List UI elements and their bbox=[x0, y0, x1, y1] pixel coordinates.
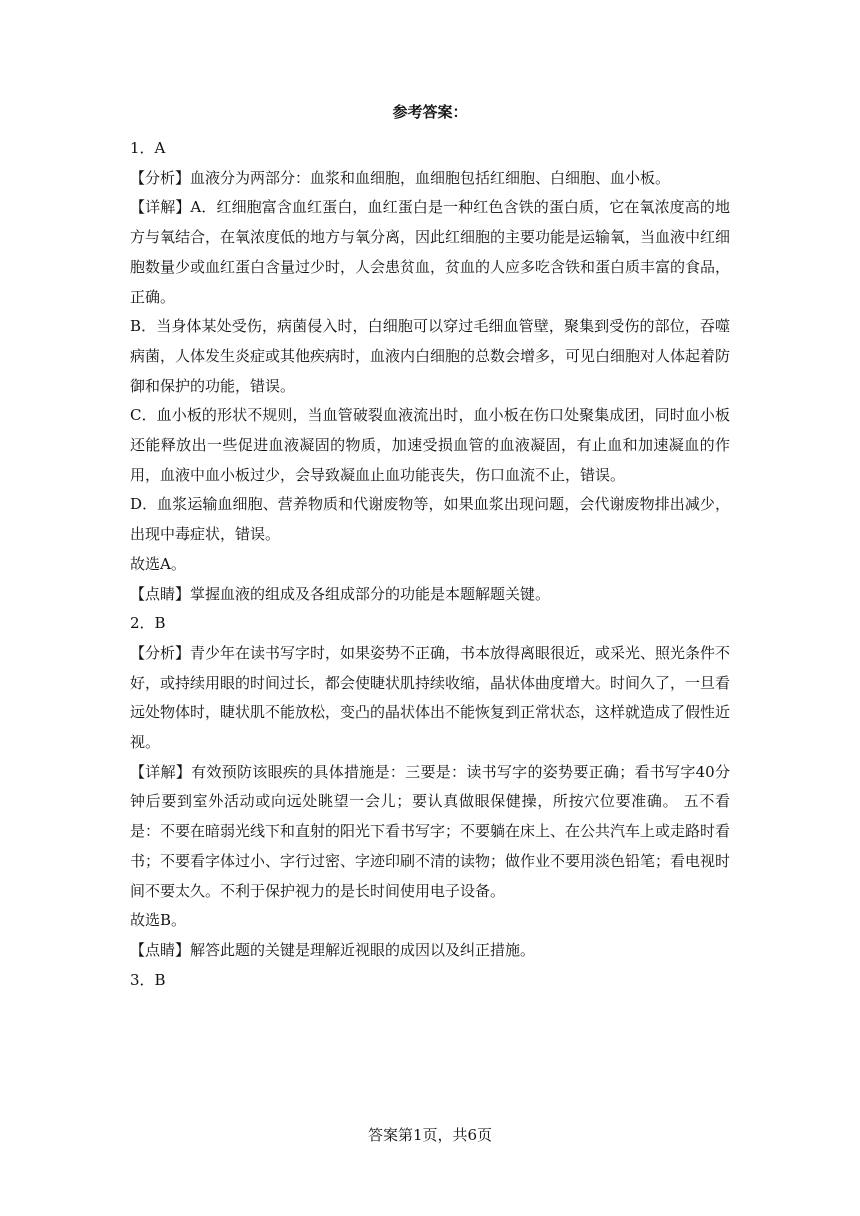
key-point-paragraph: 【点睛】解答此题的关键是理解近视眼的成因以及纠正措施。 bbox=[130, 940, 536, 959]
question-number: 2．B bbox=[130, 614, 166, 633]
question-number: 3．B bbox=[130, 970, 166, 989]
analysis-paragraph: 【分析】血液分为两部分：血浆和血细胞，血细胞包括红细胞、白细胞、血小板。 bbox=[130, 168, 671, 187]
question-number: 1．A bbox=[130, 139, 166, 157]
option-d-paragraph: D．血浆运输血细胞、营养物质和代谢废物等，如果血浆出现问题，会代谢废物排出减少，出现中毒症状，错误。 bbox=[130, 495, 730, 544]
page-title: 参考答案： bbox=[392, 103, 468, 121]
explanation-paragraph: 【详解】A．红细胞富含血红蛋白，血红蛋白是一种红色含铁的蛋白质，它在氧浓度高的地方与氧结合，在氧浓度低的地方与氧分离，因此红细胞的主要功能是运输氧，当血液中红细胞数量少或血红蛋白含量过少时，人会患贫血，贫血的人应多吃含铁和蛋白质丰富的食品，正确。 bbox=[130, 198, 731, 306]
page-footer: 答案第1页，共6页 bbox=[367, 1126, 493, 1144]
explanation-paragraph: 【详解】有效预防该眼疾的具体措施是：三要是：读书写字的姿势要正确；看书写字40分钟后要到室外活动或向远处眺望一会儿；要认真做眼保健操，所按穴位要准确。 五不看是：不要在暗弱光线下和直射的阳光下看书写字；不要躺在床上、在公共汽车上或走路时看书；不要看字体过小、字行过密、字迹印刷不清的读物；做作业不要用淡色铅笔；看电视时间不要太久。不利于保护视力的是长时间使用电子设备。 bbox=[130, 762, 731, 900]
option-b-paragraph: B．当身体某处受伤，病菌侵入时，白细胞可以穿过毛细血管壁，聚集到受伤的部位，吞噬病菌，人体发生炎症或其他疾病时，血液内白细胞的总数会增多，可见白细胞对人体起着防御和保护的功能，错误。 bbox=[130, 317, 731, 395]
choice-paragraph: 故选A。 bbox=[130, 554, 186, 573]
answer-content bbox=[130, 134, 730, 995]
analysis-paragraph: 【分析】青少年在读书写字时，如果姿势不正确，书本放得离眼很近，或采光、照光条件不好，或持续用眼的时间过长，都会使睫状肌持续收缩，晶状体曲度增大。时间久了，一旦看远处物体时，睫状肌不能放松，变凸的晶状体出不能恢复到正常状态，这样就造成了假性近视。 bbox=[130, 643, 731, 752]
choice-paragraph: 故选B。 bbox=[130, 911, 187, 930]
key-point-paragraph: 【点睛】掌握血液的组成及各组成部分的功能是本题解题关键。 bbox=[130, 584, 551, 603]
option-c-paragraph: C．血小板的形状不规则，当血管破裂血液流出时，血小板在伤口处聚集成团，同时血小板还能释放出一些促进血液凝固的物质，加速受损血管的血液凝固，有止血和加速凝血的作用，血液中血小板过少，会导致凝血止血功能丧失，伤口血流不止，错误。 bbox=[130, 406, 730, 484]
